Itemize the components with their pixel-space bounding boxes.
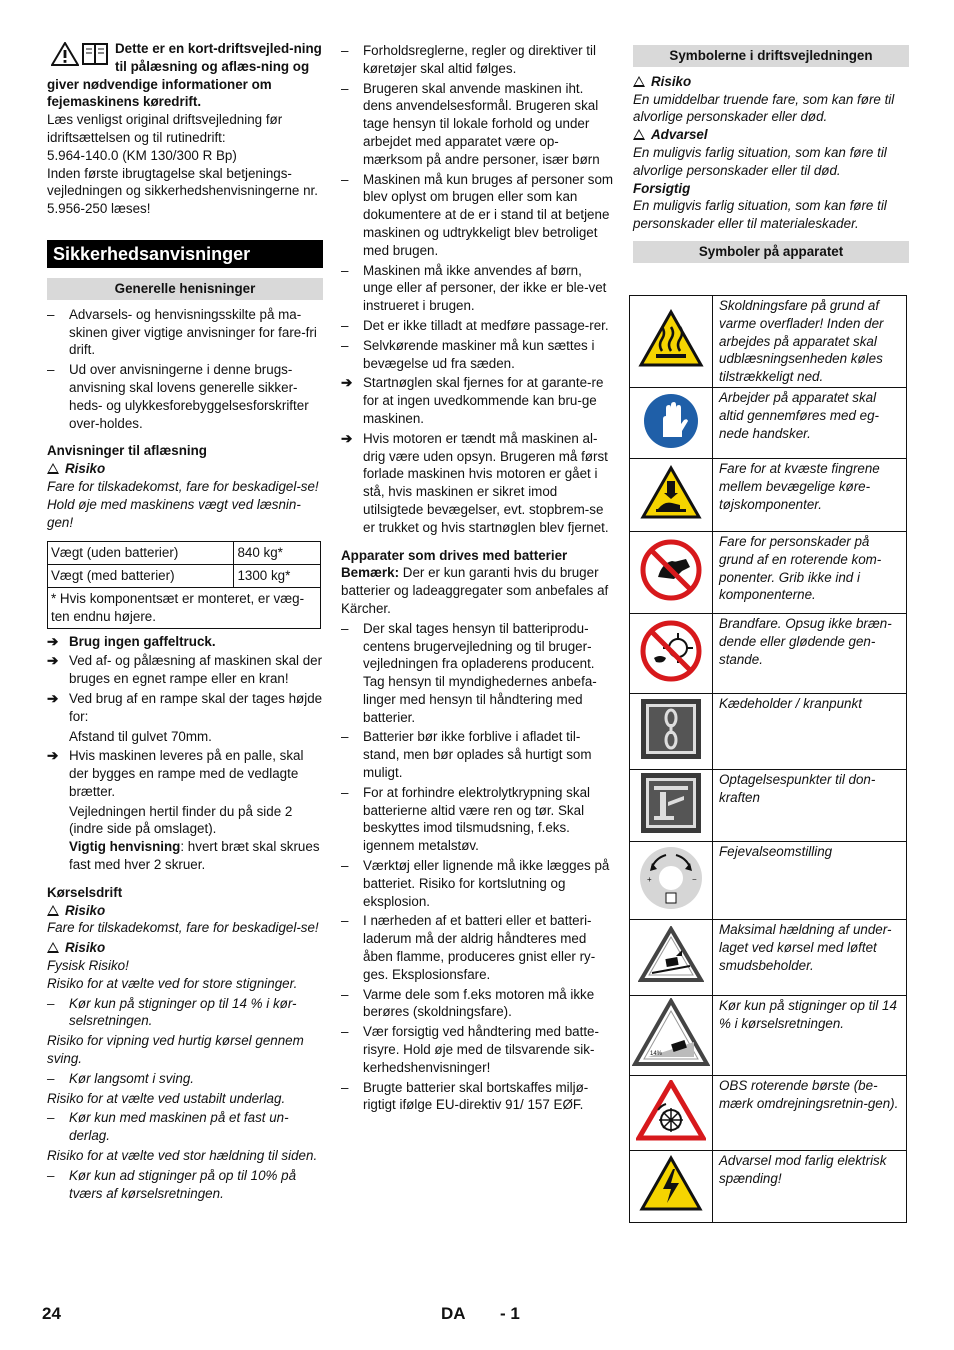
table-row — [630, 694, 907, 770]
chain-crane-point-icon — [630, 694, 713, 770]
arrow-item: ➔ Brug ingen gaffeltruck. — [47, 633, 323, 651]
weight-table — [47, 541, 321, 628]
general-item: – Ud over anvisningerne i denne brugs-anvisning skal lovens generelle sikker-heds- og ulykkesforebyggelsesforskrifter over-holdes. — [47, 361, 323, 432]
incline-14-percent-icon — [630, 996, 713, 1076]
risk-text: Risiko for at vælte ved stor hældning til siden. — [47, 1148, 318, 1164]
risiko-text: En umiddelbar truende fare, som kan føre til alvorlige personskader eller død. — [633, 91, 895, 125]
device-symbols-title: Symboler på apparatet — [633, 241, 909, 263]
battery-item: – Værktøj eller lignende må ikke lægges på batteriet. Risiko for kortslutning og eksplosion. — [341, 857, 614, 910]
risk-text: Hold øje med maskinens vægt ved læsnin-gen! — [47, 496, 301, 530]
general-item: – Advarsels- og henvisningsskilte på ma-skinen giver vigtige anvisninger for fare-fri drift. — [47, 306, 323, 359]
svg-text:14%: 14% — [650, 1051, 663, 1058]
max-incline-raised-container-icon — [630, 920, 713, 996]
table-note: * Hvis komponentsæt er monteret, er væg-ten endnu højere. — [48, 587, 321, 628]
driving-title: Kørselsdrift — [47, 884, 123, 900]
arrow-sub: Afstand til gulvet 70mm. — [69, 728, 212, 744]
table-cell: 840 kg* — [234, 542, 321, 565]
symbol-text: Fare for personskader på grund af en roterende kom-ponenter. Grib ikke ind i komponenterne. — [713, 532, 907, 614]
general-title: Generelle henisninger — [47, 278, 323, 300]
table-cell: Vægt (uden batterier) — [48, 542, 234, 565]
jack-point-icon — [630, 770, 713, 842]
arrow-item: ➔ Startnøglen skal fjernes for at garante-re for at ingen uvedkommende kan bru-ge maskinen. — [341, 374, 614, 427]
table-row — [630, 996, 907, 1076]
table-row — [630, 296, 907, 388]
table-row — [630, 770, 907, 842]
battery-item: – I nærheden af et batteri eller et batteri-laderum må der aldrig håndteres med åben flamme, produceres gnist eller ry-ges. Eksplosionsfare. — [341, 912, 614, 983]
section-number: - 1 — [500, 1304, 520, 1323]
rule-item: – Maskinen må kun bruges af personer som blev oplyst om brugen eller som kan dokumentere at de er i stand til at betjene maskinen og udtrykkeligt blev betroliget med brugen. — [341, 171, 614, 260]
arrow-item: ➔ Hvis maskinen leveres på en palle, skal der bygges en rampe med de vedlagte brætter. — [47, 747, 323, 800]
intro-block — [47, 40, 323, 218]
risk-label: Risiko — [47, 460, 323, 478]
warning-triangle-icon — [51, 42, 79, 66]
warning-triangle-icon — [47, 463, 59, 474]
symbol-text: Arbejder på apparatet skal altid gennemføres med eg-nede handsker. — [713, 388, 907, 459]
risk-label: Risiko — [47, 939, 323, 957]
risk-dash: – Kør kun på stigninger op til 14 % i kør-selsretningen. — [47, 995, 323, 1031]
symbol-text: Kør kun på stigninger op til 14 % i kørselsretningen. — [713, 996, 907, 1076]
table-row — [630, 388, 907, 459]
arrow-item: ➔ Ved af- og pålæsning af maskinen skal der bruges en egnet rampe eller en kran! — [47, 652, 323, 688]
symbol-text: Advarsel mod farlig elektrisk spænding! — [713, 1151, 907, 1223]
intro-line2: 5.964-140.0 (KM 130/300 R Bp) — [47, 147, 237, 163]
warning-triangle-icon — [47, 942, 59, 953]
advarsel-label: Advarsel — [633, 126, 909, 144]
rule-item: – Selvkørende maskiner må kun sættes i bevægelse ud fra sæden. — [341, 337, 614, 373]
symbol-table — [629, 295, 907, 1223]
column-2 — [341, 40, 614, 1116]
section-title: Sikkerhedsanvisninger — [47, 240, 323, 268]
risk-dash: – Kør kun ad stigninger på op til 10% på tværs af kørselsretningen. — [47, 1167, 323, 1203]
no-reach-rotating-icon — [630, 532, 713, 614]
table-row — [48, 587, 321, 628]
table-row — [630, 532, 907, 614]
risk-text: Fare for tilskadekomst, fare for beskadigel-se! — [47, 920, 319, 936]
electric-voltage-warning-icon — [630, 1151, 713, 1223]
symbol-text: Maksimal hældning af under-laget ved kørsel med løftet smudsbeholder. — [713, 920, 907, 996]
table-row — [48, 565, 321, 588]
table-row — [630, 842, 907, 920]
battery-item: – Der skal tages hensyn til batteriprodu-centens brugervejledning og til bruger-vejledningen fra opladerens producent. Tag hensyn til myndighedernes anbefa-linger med hensyn til håndtering med batterier. — [341, 620, 614, 727]
book-icon — [81, 42, 109, 66]
battery-item: – Vær forsigtig ved håndtering med batte-risyre. Hold øje med de tilsvarende sik-kerhedshenvisninger! — [341, 1023, 614, 1076]
arrow-sub: Vigtig henvisning: hvert bræt skal skrues fast med hver 2 skruer. — [69, 839, 320, 873]
intro-line3: Inden første ibrugtagelse skal betjenings-vejledningen og sikkerhedshenvisningerne nr. 5.956-250 læses! — [47, 165, 318, 217]
no-burning-objects-icon — [630, 614, 713, 694]
battery-note: Bemærk: Der er kun garanti hvis du bruger batterier og ladeaggregater som anbefales af Kärcher. — [341, 565, 609, 616]
column-3 — [633, 45, 909, 269]
arrow-item: ➔ Ved brug af en rampe skal der tages højde for: — [47, 690, 323, 726]
risk-text: Risiko for vipning ved hurtig kørsel gennem sving. — [47, 1033, 304, 1067]
language-code: DA — [441, 1304, 466, 1323]
symbol-text: Kædeholder / kranpunkt — [713, 694, 907, 770]
table-row — [48, 542, 321, 565]
battery-title: Apparater som drives med batterier — [341, 547, 568, 563]
table-cell: Vægt (med batterier) — [48, 565, 234, 588]
table-row — [630, 614, 907, 694]
battery-item: – Batterier bør ikke forblive i afladet til-stand, men bør oplades så hurtigt som muligt. — [341, 728, 614, 781]
forsigtig-text: En muligvis farlig situation, som kan føre til personskader eller til materialeskader. — [633, 198, 887, 232]
battery-item: – Brugte batterier skal bortskaffes miljø-rigtigt ifølge EU-direktiv 91/ 157 EØF. — [341, 1079, 614, 1115]
battery-item: – For at forhindre elektrolytkrypning skal batterierne altid være ren og tør. Skal beskyttes imod tilsmudsning, f.eks. igennem metalstøv. — [341, 784, 614, 855]
hand-crush-warning-icon — [630, 459, 713, 532]
risk-text: Risiko for at vælte ved ustabilt underlag. — [47, 1090, 286, 1106]
arrow-sub: Vejledningen hertil finder du på side 2 (indre side på omslaget). — [69, 803, 293, 837]
advarsel-text: En muligvis farlig situation, som kan føre til alvorlige personskader eller til død. — [633, 144, 887, 178]
page-number: 24 — [42, 1304, 61, 1323]
intro-line1: Læs venligst original driftsvejledning før idriftsættelsen og til rutinedrift: — [47, 112, 283, 145]
risk-text: Fysisk Risiko! — [47, 958, 129, 974]
symbol-text: OBS roterende børste (be-mærk omdrejningsretnin-gen). — [713, 1076, 907, 1151]
warning-triangle-icon — [633, 76, 645, 87]
symbol-text: Skoldningsfare på grund af varme overflader! Inden der arbejdes på apparatet skal udblæsningsenheden køles tilstrækkeligt ned. — [713, 296, 907, 388]
battery-item: – Varme dele som f.eks motoren må ikke berøres (skoldningsfare). — [341, 986, 614, 1022]
rule-item: – Det er ikke tilladt at medføre passage-rer. — [341, 317, 614, 335]
symbol-text: Brandfare. Opsug ikke bræn-dende eller glødende gen-stande. — [713, 614, 907, 694]
symbol-text: Optagelsespunkter til don-kraften — [713, 770, 907, 842]
column-1 — [47, 40, 323, 1204]
forsigtig-label: Forsigtig — [633, 180, 691, 196]
gloves-mandatory-icon — [630, 388, 713, 459]
risiko-label: Risiko — [633, 73, 909, 91]
intro-bold: Dette er en kort-driftsvejled-ning til pålæsning og aflæs-ning og giver nødvendige informationer om fejemaskinens køredrift. — [47, 41, 322, 110]
warning-triangle-icon — [47, 905, 59, 916]
warning-triangle-icon — [633, 129, 645, 140]
table-row — [630, 1076, 907, 1151]
svg-text:+: + — [647, 875, 652, 885]
symbol-text: Fare for at kvæste fingrene mellem bevægelige køre-tøjskomponenter. — [713, 459, 907, 532]
risk-label: Risiko — [47, 902, 323, 920]
table-row — [630, 920, 907, 996]
table-row — [630, 459, 907, 532]
risk-text: Risiko for at vælte ved for store stigninger. — [47, 975, 298, 991]
manual-warning-icons — [51, 42, 109, 66]
rule-item: – Brugeren skal anvende maskinen iht. dens anvendelsesformål. Brugeren skal tage hensyn til lokale forhold og under arbejdet med apparatet være op-mærksom på andre personer, især børn — [341, 80, 614, 169]
table-row — [630, 1151, 907, 1223]
risk-text: Fare for tilskadekomst, fare for beskadigel-se! — [47, 478, 319, 494]
sweep-roller-adjust-icon — [630, 842, 713, 920]
unloading-title: Anvisninger til aflæsning — [47, 443, 207, 459]
rule-item: – Maskinen må ikke anvendes af børn, unge eller af personer, der ikke er ble-vet instrueret i brugen. — [341, 262, 614, 315]
risk-dash: – Kør kun med maskinen på et fast un-derlag. — [47, 1109, 323, 1145]
svg-text:−: − — [692, 875, 697, 885]
symbols-title: Symbolerne i driftsvejledningen — [633, 45, 909, 67]
risk-dash: – Kør langsomt i sving. — [47, 1070, 323, 1088]
symbol-text: Fejevalseomstilling — [713, 842, 907, 920]
arrow-item: ➔ Hvis motoren er tændt må maskinen al-drig være uden opsyn. Brugeren må først forlade maskinen hvis motoren er gået i stå, hvis maskinen er sikret imod utilsigtede bevægelser, evt. stopbrem-se er trukket og hvis startnøglen blev fjernet. — [341, 430, 614, 537]
hot-surface-warning-icon — [630, 296, 713, 388]
rotating-brush-warning-icon — [630, 1076, 713, 1151]
rule-item: – Forholdsreglerne, regler og direktiver til køretøjer skal altid følges. — [341, 42, 614, 78]
table-cell: 1300 kg* — [234, 565, 321, 588]
